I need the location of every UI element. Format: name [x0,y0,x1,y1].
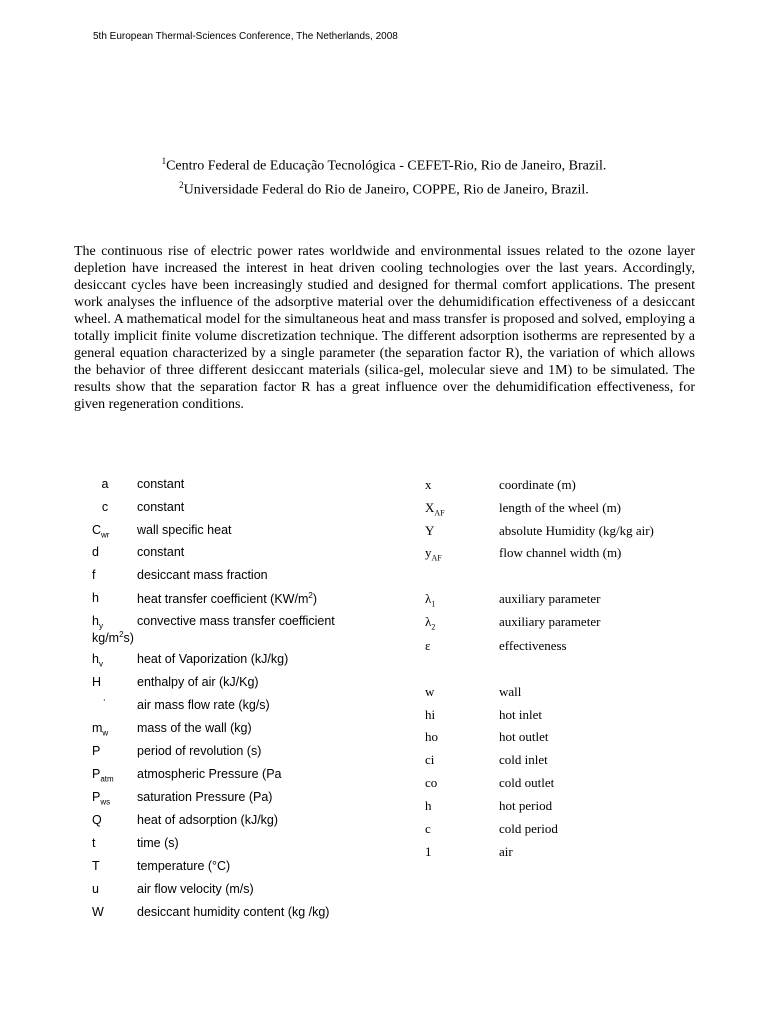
symbol-subscript: AF [431,553,442,563]
description-text: heat of adsorption (kJ/kg) [137,813,279,827]
symbol [92,905,118,919]
symbol-text: x [425,477,432,492]
description-text: wall specific heat [137,523,232,537]
symbol-text: H [92,675,102,689]
description [137,500,184,514]
description [137,477,184,491]
symbol [425,614,435,632]
symbol-text: co [425,775,438,790]
symbol-text: ˙ [102,698,108,712]
description-text: constant [137,477,185,491]
symbol-text: h [92,591,99,605]
description-continuation-end: s) [123,631,134,646]
symbol-subscript: w [102,728,109,738]
symbol [92,767,118,784]
symbol-text: 1 [425,844,432,859]
symbol-text: w [425,684,435,699]
symbol-subscript: AF [434,508,445,518]
symbol-text: Q [92,813,102,827]
description-text: cold outlet [499,775,555,790]
description-text: wall [499,684,522,699]
description [499,591,600,607]
description-text: hot inlet [499,707,542,722]
symbol-text: W [92,905,104,919]
symbol-text: ho [425,729,438,744]
symbol-text: h [92,614,99,628]
description-text: auxiliary parameter [499,614,601,629]
description [137,813,278,827]
description-text: enthalpy of air (kJ/Kg) [137,675,259,689]
description [499,614,600,630]
description-text: air mass flow rate (kg/s) [137,698,270,712]
description-text: desiccant humidity content (kg /kg) [137,905,330,919]
symbol [92,813,118,827]
symbol-text: λ [425,614,432,629]
description [137,698,270,712]
symbol-subscript: 1 [431,599,436,609]
symbol [425,523,434,539]
symbol-text: y [425,545,432,560]
symbol-subscript: 2 [431,622,436,632]
description-text: mass of the wall (kg) [137,721,252,735]
description [137,905,329,919]
description-text: temperature (°C) [137,859,231,873]
description [499,844,513,860]
symbol-subscript: v [98,659,103,669]
symbol [92,652,118,669]
description-text: air flow velocity (m/s) [137,882,254,896]
description-continuation-text: kg/m [92,631,120,646]
symbol-text: d [92,545,99,559]
description [499,775,554,791]
description-text-end: ) [312,592,317,607]
symbol [425,752,434,768]
description [137,859,230,873]
symbol [92,568,118,582]
description [499,729,548,745]
description [499,707,542,723]
description-text: cold inlet [499,752,548,767]
description-superscript: 2 [308,591,313,600]
symbol-text: f [92,568,96,582]
symbol [92,721,118,738]
description [137,721,252,735]
description-text: absolute Humidity (kg/kg air) [499,523,654,538]
symbol [425,844,432,860]
symbol-text: ε [425,638,431,653]
description [499,798,552,814]
description [499,477,576,493]
symbol [92,591,118,605]
description-text: convective mass transfer coefficient [137,614,335,628]
symbol [425,775,437,791]
symbol-text: a [101,477,109,491]
description-text: length of the wheel (m) [499,500,622,515]
description-text: heat of Vaporization (kJ/kg) [137,652,289,666]
symbol [92,790,118,807]
symbol [92,675,118,689]
description-text: air [499,844,513,859]
symbol [425,707,435,723]
symbol-subscript: y [98,621,103,631]
description-text: coordinate (m) [499,477,576,492]
symbol-text: u [92,882,99,896]
symbol [425,638,430,654]
description-text: period of revolution (s) [137,744,262,758]
description [137,675,259,689]
description-text: cold period [499,821,558,836]
symbol [425,500,445,518]
description-text: time (s) [137,836,179,850]
description [499,752,548,768]
description-text: constant [137,545,185,559]
symbol [92,836,118,850]
affiliation-2: $^2$Universidade Federal do Rio de Janeiro, COPPE, Rio de Janeiro, Brazil. [179,179,589,198]
symbol [425,821,431,837]
symbol [425,684,434,700]
description [137,882,254,896]
description-text: auxiliary parameter [499,591,601,606]
description [499,523,654,539]
symbol-text: c [425,821,431,836]
description [137,790,272,804]
affiliation-1: $^1$Centro Federal de Educação Tecnológica - CEFET-Rio, Rio de Janeiro, Brazil. [161,156,607,174]
symbol-subscript: ws [100,797,111,807]
description [137,744,261,758]
symbol [425,729,438,745]
symbol-text: P [92,767,101,781]
symbol [92,882,118,896]
description [137,523,232,537]
symbol [92,477,118,491]
symbol [425,798,432,814]
symbol-text: T [92,859,100,873]
description [499,545,621,561]
description [137,568,268,582]
symbol-text: λ [425,591,432,606]
description-text: heat transfer coefficient (KW/m [137,592,309,607]
symbol-text: C [92,523,102,537]
description-text: effectiveness [499,638,567,653]
affiliations [0,152,768,199]
description-text: constant [137,500,185,514]
description [137,614,335,628]
symbol-text: P [92,790,101,804]
description-text: atmospheric Pressure (Pa [137,767,282,781]
symbol-text: P [92,744,101,758]
description-text: hot period [499,798,553,813]
description-continuation-superscript: 2 [119,630,124,639]
symbol-text: c [101,500,109,514]
description [137,652,288,666]
symbol [92,523,118,540]
description [499,638,567,654]
symbol [92,500,118,514]
description [137,545,184,559]
description [499,500,621,516]
symbol [92,698,118,712]
page-header: 5th European Thermal-Sciences Conference, The Netherlands, 2008 [93,31,398,42]
symbol-text: m [92,721,103,735]
description [137,591,317,606]
description-text: flow channel width (m) [499,545,622,560]
symbol [425,545,442,563]
description-text: hot outlet [499,729,549,744]
symbol-text: Y [425,523,435,538]
symbol [425,477,432,493]
description [499,821,558,837]
description-text: desiccant mass fraction [137,568,268,582]
symbol-subscript: wr [101,530,110,540]
symbol [92,614,118,631]
symbol-text: t [92,836,96,850]
description [137,836,179,850]
symbol [92,545,118,559]
symbol [92,859,118,873]
symbol [425,591,435,609]
symbol-text: hi [425,707,436,722]
symbol [92,744,118,758]
symbol-text: ci [425,752,435,767]
description [499,684,521,700]
symbol-text: X [425,500,435,515]
symbol-text: h [425,798,432,813]
symbol-subscript: atm [100,774,114,784]
description-continuation [92,630,134,645]
symbol-text: h [92,652,99,666]
description-text: saturation Pressure (Pa) [137,790,273,804]
description [137,767,282,781]
abstract: The continuous rise of electric power rates worldwide and environmental issues related to the ozone layer depletion have increased the interest in heat driven cooling technologies over the last years. Accordingly, desiccant cycles have been increasingly studied and designed for thermal comfort applications. The present work analyses the influence of the adsorptive material over the dehumidification effectiveness of a desiccant wheel. A mathematical model for the simultaneous heat and mass transfer is proposed and solved, employing a totally implicit finite volume discretization technique. The different adsorption isotherms are represented by a general equation characterized by a single parameter (the separation factor R), the variation of which allows the behavior of three different desiccant materials (silica-gel, molecular sieve and 1M) to be simulated. The results show that the separation factor R has a great influence over the dehumidification effectiveness, for given regeneration conditions. [74,244,695,412]
